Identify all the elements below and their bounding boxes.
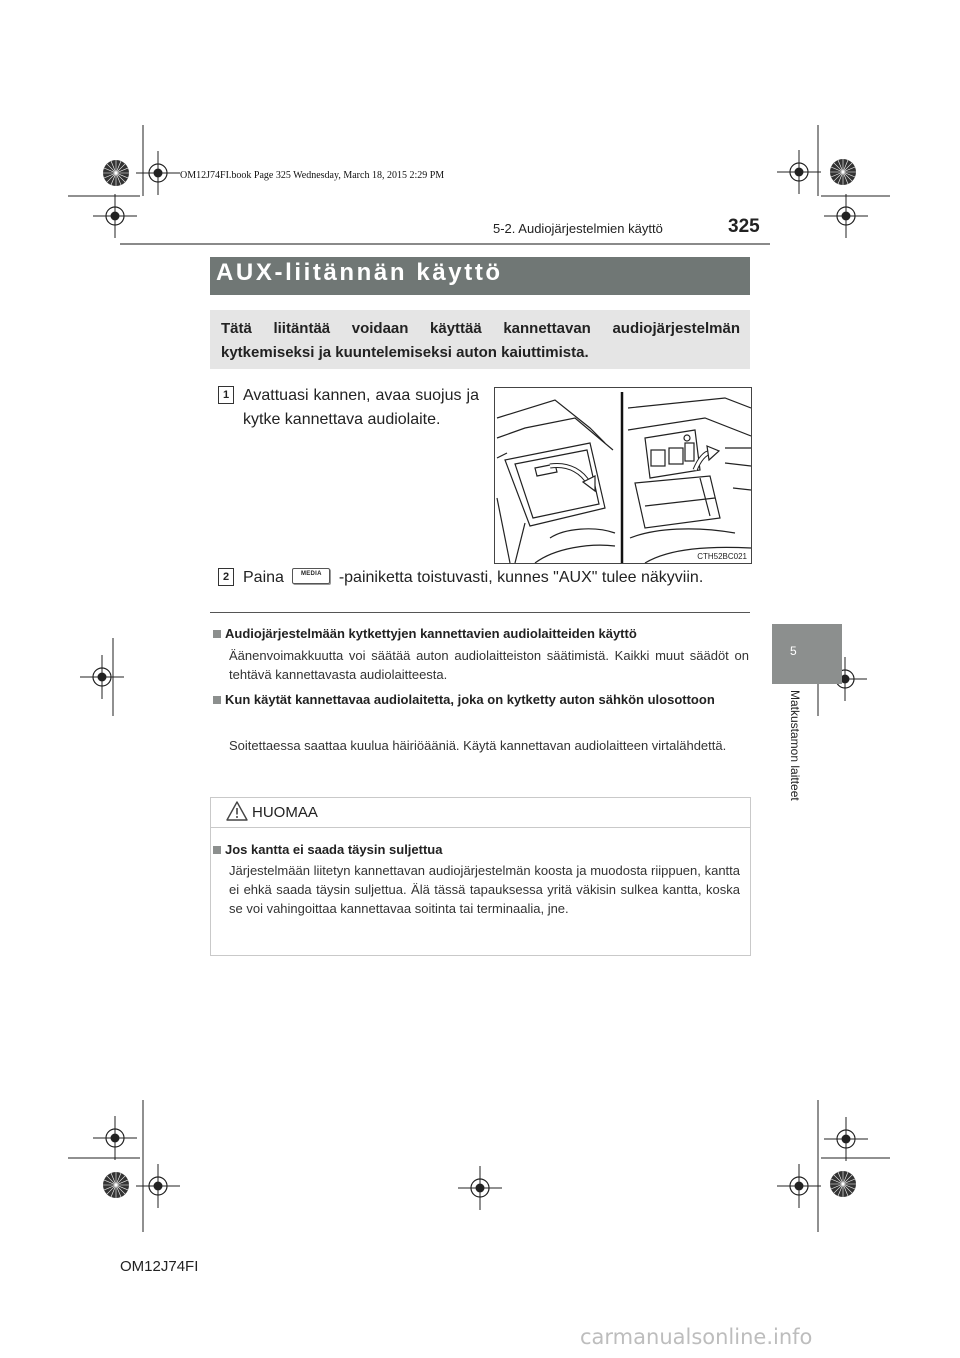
note-1-heading-text: Audiojärjestelmään kytkettyjen kannettavien audiolaitteiden käyttö — [225, 626, 637, 641]
header-rule — [120, 243, 770, 245]
step-number-1: 1 — [218, 386, 234, 404]
chapter-title-text: Matkustamon laitteet — [788, 690, 802, 801]
figure-aux-port — [494, 387, 752, 564]
note-1-body: Äänenvoimakkuutta voi säätää auton audiolaitteiston säätimistä. Kaikki muut säädöt on tehtävä kannettavasta audiolaitteesta. — [229, 648, 749, 682]
figure-drawing — [495, 388, 751, 563]
page-number: 325 — [728, 216, 760, 237]
step-2-text-before: Paina — [243, 569, 284, 586]
step-2-text-after: -painiketta toistuvasti, kunnes "AUX" tulee näkyviin. — [338, 569, 704, 586]
chapter-number: 5 — [790, 644, 797, 658]
warning-heading — [213, 840, 740, 859]
footer-code: OM12J74FI — [120, 1258, 199, 1275]
media-button-label: MEDIA — [300, 571, 322, 577]
warning-label: HUOMAA — [252, 804, 318, 821]
note-2-heading-text: Kun käytät kannettavaa audiolaitetta, joka on kytketty auton sähkön ulosottoon — [225, 692, 715, 707]
chapter-tab — [772, 624, 842, 684]
intro-text: Tätä liitäntää voidaan käyttää kannettavan audiojärjestelmän kytkemiseksi ja kuuntelemiseksi auton kaiuttimista. — [221, 320, 740, 361]
step-2-text — [243, 568, 703, 587]
warning-heading-text: Jos kantta ei saada täysin suljettua — [225, 842, 443, 857]
note-2-heading — [213, 690, 750, 709]
square-bullet-icon — [213, 696, 221, 704]
watermark: carmanualsonline.info — [580, 1325, 813, 1349]
warning-body: Järjestelmään liitetyn kannettavan audiojärjestelmän koosta ja muodosta riippuen, kantta ei ehkä saada täysin suljettua. Älä tässä tapauksessa yritä väkisin sulkea kantta, koska se voi vahingoittaa kannettavaa soitinta tai terminaalia, jne. — [229, 863, 740, 916]
chapter-title — [780, 690, 810, 830]
square-bullet-icon — [213, 630, 221, 638]
step-number-2: 2 — [218, 568, 234, 586]
figure-code: CTH52BC021 — [697, 552, 747, 561]
warning-triangle-icon — [226, 800, 248, 822]
book-info: OM12J74FI.book Page 325 Wednesday, March 18, 2015 2:29 PM — [180, 170, 445, 181]
step-1-text: Avattuasi kannen, avaa suojus ja kytke kannettava audiolaite. — [243, 387, 479, 428]
section-divider — [210, 612, 750, 613]
page-title: AUX-liitännän käyttö — [216, 259, 503, 286]
warning-divider — [210, 827, 751, 828]
note-1-heading — [213, 624, 750, 643]
square-bullet-icon — [213, 846, 221, 854]
header-section: 5-2. Audiojärjestelmien käyttö — [493, 221, 663, 236]
media-button-icon — [292, 568, 330, 584]
note-2-body: Soitettaessa saattaa kuulua häiriöääniä. Käytä kannettavan audiolaitteen virtalähdettä. — [229, 738, 727, 753]
